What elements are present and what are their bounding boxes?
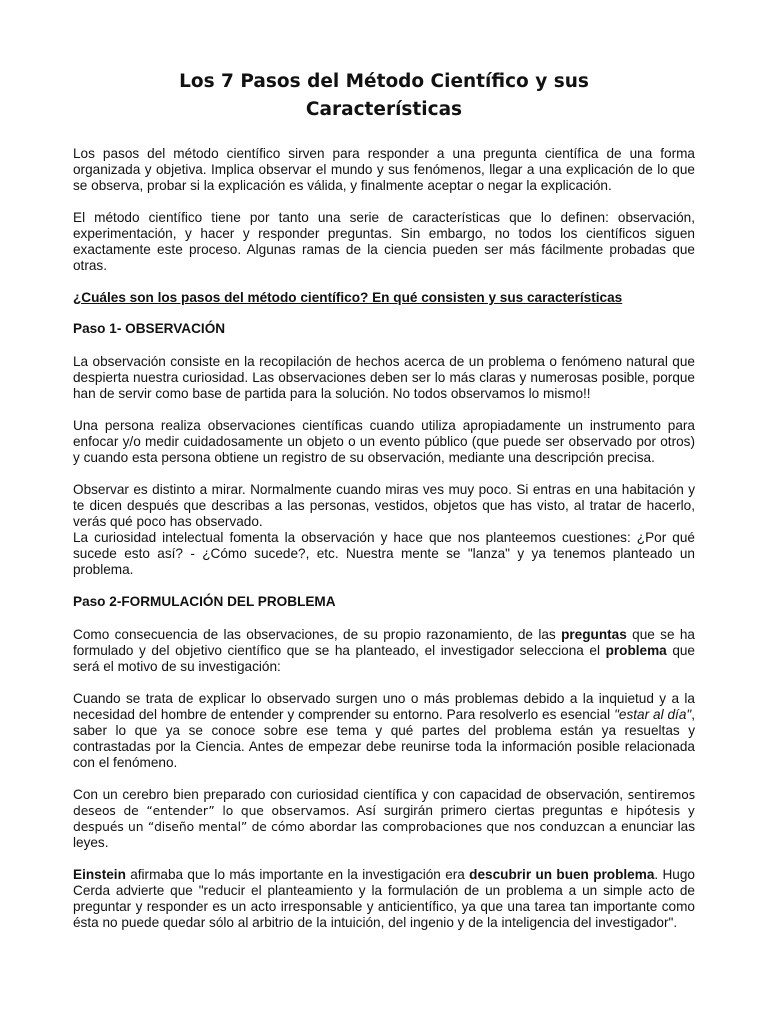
- keyword-einstein: Einstein: [73, 867, 126, 882]
- keyword-problema: problema: [605, 643, 667, 658]
- step1-paragraph-1: La observación consiste en la recopilación de hechos acerca de un problema o fenómeno natural que despierta nuestra curiosidad. Las observaciones deben ser lo más claras y numerosas posible, porque han de servir como base de partida para la solución. No todos observamos lo mismo!!: [73, 354, 695, 401]
- keyword-descubrir-problema: descubrir un buen problema: [469, 867, 655, 882]
- quote-estar-al-dia: "estar al día": [614, 707, 692, 722]
- step2-paragraph-4: Einstein afirmaba que lo más importante en la investigación era descubrir un buen problema. Hugo Cerda advierte que "reducir el planteamiento y la formulación de un problema a un simple acto de preguntar y responder es un acto irresponsable y anticientífico, ya que una tarea tan importante como ésta no puede quedar sólo al arbitrio de la intuición, del ingenio y de la inteligencia del investigador".: [73, 867, 695, 930]
- step2-paragraph-3: Con un cerebro bien preparado con curiosidad científica y con capacidad de observación, sentiremos deseos de “entender” lo que observamos. Así surgirán primero ciertas preguntas e hipótesis y después un “diseño mental” de cómo abordar las comprobaciones que nos conduzcan a enunciar las leyes.: [73, 787, 695, 850]
- step1-paragraph-3: Observar es distinto a mirar. Normalmente cuando miras ves muy poco. Si entras en una habitación y te dicen después que describas a las personas, vestidos, objetos que has visto, al tratar de hacerlo, verás qué poco has observado.: [73, 482, 695, 529]
- section-heading: ¿Cuáles son los pasos del método científico? En qué consisten y sus características: [73, 290, 623, 305]
- step1-paragraph-4: La curiosidad intelectual fomenta la observación y hace que nos planteemos cuestiones: ¿Por qué sucede esto así? - ¿Cómo sucede?, etc. Nuestra mente se "lanza" y ya tenemos planteado un problema.: [73, 530, 695, 577]
- step1-heading: Paso 1- OBSERVACIÓN: [73, 321, 226, 336]
- keyword-preguntas: preguntas: [561, 627, 627, 642]
- page-title: Los 7 Pasos del Método Científico y sus Características: [179, 71, 589, 120]
- step2-paragraph-2: Cuando se trata de explicar lo observado surgen uno o más problemas debido a la inquietud y a la necesidad del hombre de entender y comprender su entorno. Para resolverlo es esencial "estar al día", saber lo que ya se conoce sobre ese tema y qué partes del problema están ya resueltas y contrastadas por la Ciencia. Antes de empezar debe reunirse toda la información posible relacionada con el fenómeno.: [73, 691, 695, 770]
- step1-paragraph-2: Una persona realiza observaciones científicas cuando utiliza apropiadamente un instrumento para enfocar y/o medir cuidadosamente un objeto o un evento público (que puede ser observado por otros) y cuando esta persona obtiene un registro de su observación, mediante una descripción precisa.: [73, 418, 695, 465]
- step2-paragraph-1: Como consecuencia de las observaciones, de su propio razonamiento, de las preguntas que se ha formulado y del objetivo científico que se ha planteado, el investigador selecciona el problema que será el motivo de su investigación:: [73, 627, 695, 674]
- step2-heading: Paso 2-FORMULACIÓN DEL PROBLEMA: [73, 594, 336, 609]
- intro-paragraph-1: Los pasos del método científico sirven para responder a una pregunta científica de una forma organizada y objetiva. Implica observar el mundo y sus fenómenos, llegar a una explicación de lo que se observa, probar si la explicación es válida, y finalmente aceptar o negar la explicación.: [73, 146, 695, 193]
- intro-paragraph-2: El método científico tiene por tanto una serie de características que lo definen: observación, experimentación, y hacer y responder preguntas. Sin embargo, no todos los científicos siguen exactamente este proceso. Algunas ramas de la ciencia pueden ser más fácilmente probadas que otras.: [73, 210, 695, 273]
